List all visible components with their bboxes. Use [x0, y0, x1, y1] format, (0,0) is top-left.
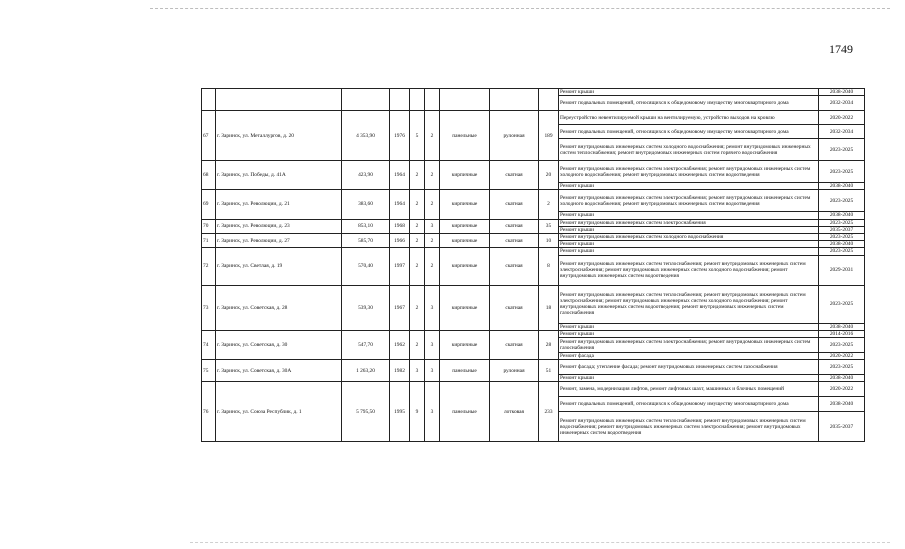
work-period-cell: 2023-2025	[819, 190, 865, 212]
floors-cell: 2	[410, 248, 425, 285]
work-period-cell: 2023-2025	[819, 161, 865, 183]
year-built-cell: 1962	[390, 330, 410, 359]
table-row	[202, 190, 865, 212]
address-cell: г. Заринск, ул. Революции, д. 27	[216, 234, 342, 248]
work-period-cell: 2029-2031	[819, 255, 865, 285]
work-period-cell: 2023-2025	[819, 248, 865, 255]
residents-cell: 51	[539, 360, 559, 382]
page-number: 1749	[829, 42, 853, 56]
area-cell	[342, 89, 390, 111]
work-period-cell: 2023-2025	[819, 338, 865, 353]
residents-cell: 28	[539, 330, 559, 359]
work-description-cell: Ремонт внутридомовых инженерных систем холодного водоснабжения	[559, 234, 819, 241]
wall-material-cell: панельные	[440, 111, 490, 161]
entrances-cell: 2	[425, 190, 440, 219]
work-period-cell: 2023-2025	[819, 285, 865, 323]
wall-material-cell: кирпичные	[440, 161, 490, 190]
area-cell: 547,70	[342, 330, 390, 359]
roof-type-cell: скатная	[490, 248, 539, 285]
residents-cell: 10	[539, 234, 559, 248]
table-row	[202, 330, 865, 337]
work-description-cell: Ремонт подвальных помещений, относящихся к общедомовому имуществу многоквартирного дома	[559, 397, 819, 412]
floors-cell: 2	[410, 190, 425, 219]
year-built-cell: 1982	[390, 360, 410, 382]
area-cell: 570,40	[342, 248, 390, 285]
entrances-cell: 2	[425, 161, 440, 190]
table-row	[202, 111, 865, 125]
area-cell: 383,60	[342, 190, 390, 219]
work-period-cell: 2032-2034	[819, 125, 865, 139]
entrances-cell: 3	[425, 330, 440, 359]
roof-type-cell	[490, 89, 539, 111]
year-built-cell: 1995	[390, 382, 410, 442]
work-description-cell: Ремонт внутридомовых инженерных систем теплоснабжения; ремонт внутридомовых инженерных систем электроснабжения; ремонт внутридомовых инженерных систем холодного водоснабжения; ремонт внутридомовых инженерных систем водоотведения; ремонт внутридомовых инженерных систем газоснабжения	[559, 285, 819, 323]
year-built-cell: 1968	[390, 219, 410, 233]
work-description-cell: Ремонт крыши	[559, 226, 819, 233]
year-built-cell: 1964	[390, 161, 410, 190]
residents-cell: 2	[539, 190, 559, 219]
floors-cell: 2	[410, 161, 425, 190]
work-description-cell: Ремонт фасада	[559, 353, 819, 360]
table-row	[202, 219, 865, 226]
wall-material-cell: кирпичные	[440, 190, 490, 219]
year-built-cell: 1967	[390, 285, 410, 330]
wall-material-cell: панельные	[440, 382, 490, 442]
roof-type-cell: скатная	[490, 285, 539, 330]
roof-type-cell: скатная	[490, 190, 539, 219]
wall-material-cell: кирпичные	[440, 330, 490, 359]
house-number-cell: 74	[202, 330, 216, 359]
work-period-cell: 2035-2037	[819, 226, 865, 233]
work-description-cell: Ремонт подвальных помещений, относящихся к общедомовому имуществу многоквартирного дома	[559, 125, 819, 139]
wall-material-cell	[440, 89, 490, 111]
residents-cell	[539, 89, 559, 111]
work-description-cell: Ремонт крыши	[559, 241, 819, 248]
roof-type-cell: скатная	[490, 234, 539, 248]
work-description-cell: Ремонт крыши	[559, 183, 819, 190]
roof-type-cell: рулонная	[490, 360, 539, 382]
table-row	[202, 382, 865, 397]
wall-material-cell: кирпичные	[440, 285, 490, 330]
year-built-cell: 1966	[390, 234, 410, 248]
work-period-cell: 2038-2040	[819, 89, 865, 96]
work-period-cell: 2020-2022	[819, 353, 865, 360]
work-period-cell: 2032-2034	[819, 96, 865, 111]
wall-material-cell: панельные	[440, 360, 490, 382]
table-row	[202, 248, 865, 255]
wall-material-cell: кирпичные	[440, 248, 490, 285]
address-cell: г. Заринск, ул. Союза Республик, д. 1	[216, 382, 342, 442]
house-number-cell: 68	[202, 161, 216, 190]
roof-type-cell: лотковая	[490, 382, 539, 442]
work-period-cell: 2038-2040	[819, 375, 865, 382]
table-row	[202, 234, 865, 241]
house-number-cell: 70	[202, 219, 216, 233]
area-cell: 853,10	[342, 219, 390, 233]
house-number-cell: 67	[202, 111, 216, 161]
table-row	[202, 360, 865, 375]
floors-cell: 2	[410, 330, 425, 359]
roof-type-cell: рулонная	[490, 111, 539, 161]
area-cell: 1 263,20	[342, 360, 390, 382]
entrances-cell: 3	[425, 382, 440, 442]
floors-cell	[410, 89, 425, 111]
work-description-cell: Ремонт внутридомовых инженерных систем теплоснабжения; ремонт внутридомовых инженерных систем водоснабжения; ремонт внутридомовых инженерных систем электроснабжения; ремонт внутридомовых инженерных систем водоотведения	[559, 412, 819, 442]
address-cell: г. Заринск, ул. Металлургов, д. 20	[216, 111, 342, 161]
work-description-cell: Ремонт крыши	[559, 212, 819, 219]
work-description-cell: Ремонт внутридомовых инженерных систем электроснабжения	[559, 219, 819, 226]
entrances-cell: 2	[425, 248, 440, 285]
entrances-cell: 3	[425, 285, 440, 330]
house-number-cell: 75	[202, 360, 216, 382]
address-cell	[216, 89, 342, 111]
work-description-cell: Ремонт внутридомовых инженерных систем теплоснабжения; ремонт внутридомовых инженерных систем электроснабжения; ремонт внутридомовых инженерных систем холодного водоснабжения; ремонт внутридомовых инженерных систем водоотведения	[559, 255, 819, 285]
wall-material-cell: кирпичные	[440, 234, 490, 248]
entrances-cell	[425, 89, 440, 111]
house-number-cell: 76	[202, 382, 216, 442]
address-cell: г. Заринск, ул. Революции, д. 23	[216, 219, 342, 233]
area-cell: 539,30	[342, 285, 390, 330]
residents-cell: 20	[539, 161, 559, 190]
work-period-cell: 2023-2025	[819, 219, 865, 226]
roof-type-cell: скатная	[490, 330, 539, 359]
work-description-cell: Ремонт внутридомовых инженерных систем электроснабжения; ремонт внутридомовых инженерных систем газоснабжения	[559, 338, 819, 353]
residents-cell: 189	[539, 111, 559, 161]
scan-top-edge	[150, 8, 890, 9]
house-number-cell: 69	[202, 190, 216, 219]
scan-bottom-edge	[190, 542, 890, 543]
entrances-cell: 3	[425, 360, 440, 382]
repair-schedule-table	[201, 88, 865, 442]
floors-cell: 2	[410, 234, 425, 248]
work-description-cell: Ремонт крыши	[559, 330, 819, 337]
work-description-cell: Ремонт крыши	[559, 248, 819, 255]
floors-cell: 2	[410, 219, 425, 233]
work-period-cell: 2023-2025	[819, 360, 865, 375]
work-period-cell: 2023-2025	[819, 234, 865, 241]
entrances-cell: 3	[425, 219, 440, 233]
work-description-cell: Ремонт, замена, модернизация лифтов, ремонт лифтовых шахт, машинных и блочных помещений	[559, 382, 819, 397]
entrances-cell: 2	[425, 111, 440, 161]
floors-cell: 2	[410, 285, 425, 330]
house-number-cell: 71	[202, 234, 216, 248]
entrances-cell: 2	[425, 234, 440, 248]
address-cell: г. Заринск, ул. Советская, д. 30	[216, 330, 342, 359]
work-description-cell: Ремонт внутридомовых инженерных систем электроснабжения; ремонт внутридомовых инженерных систем холодного водоснабжения; ремонт внутридомовых инженерных систем водоотведения	[559, 161, 819, 183]
work-description-cell: Ремонт крыши	[559, 375, 819, 382]
work-description-cell: Ремонт крыши	[559, 323, 819, 330]
roof-type-cell: скатная	[490, 219, 539, 233]
floors-cell: 5	[410, 111, 425, 161]
table-row	[202, 89, 865, 96]
work-period-cell: 2020-2022	[819, 382, 865, 397]
address-cell: г. Заринск, ул. Победы, д. 41А	[216, 161, 342, 190]
work-period-cell: 2038-2040	[819, 241, 865, 248]
work-period-cell: 2035-2037	[819, 412, 865, 442]
work-description-cell: Ремонт фасада; утепление фасада; ремонт внутридомовых инженерных систем газоснабжения	[559, 360, 819, 375]
address-cell: г. Заринск, ул. Советская, д. 28	[216, 285, 342, 330]
residents-cell: 233	[539, 382, 559, 442]
house-number-cell: 73	[202, 285, 216, 330]
work-period-cell: 2014-2016	[819, 330, 865, 337]
roof-type-cell: скатная	[490, 161, 539, 190]
area-cell: 5 795,50	[342, 382, 390, 442]
residents-cell: 18	[539, 285, 559, 330]
address-cell: г. Заринск, ул. Светлая, д. 19	[216, 248, 342, 285]
wall-material-cell: кирпичные	[440, 219, 490, 233]
area-cell: 423,90	[342, 161, 390, 190]
house-number-cell: 72	[202, 248, 216, 285]
work-description-cell: Переустройство невентилируемой крыши на вентилируемую, устройство выходов на кровлю	[559, 111, 819, 125]
year-built-cell: 1976	[390, 111, 410, 161]
work-period-cell: 2038-2040	[819, 323, 865, 330]
table-row	[202, 285, 865, 323]
floors-cell: 9	[410, 382, 425, 442]
table-body	[202, 89, 865, 442]
residents-cell: 8	[539, 248, 559, 285]
work-description-cell: Ремонт внутридомовых инженерных систем холодного водоснабжения; ремонт внутридомовых инженерных систем теплоснабжения; ремонт внутридомовых инженерных систем горячего водоснабжения	[559, 139, 819, 161]
residents-cell: 35	[539, 219, 559, 233]
year-built-cell: 1997	[390, 248, 410, 285]
work-period-cell: 2023-2025	[819, 139, 865, 161]
year-built-cell: 1964	[390, 190, 410, 219]
work-period-cell: 2038-2040	[819, 183, 865, 190]
address-cell: г. Заринск, ул. Советская, д. 30А	[216, 360, 342, 382]
floors-cell: 3	[410, 360, 425, 382]
address-cell: г. Заринск, ул. Революции, д. 21	[216, 190, 342, 219]
year-built-cell	[390, 89, 410, 111]
house-number-cell	[202, 89, 216, 111]
table-row	[202, 161, 865, 183]
area-cell: 585,70	[342, 234, 390, 248]
work-description-cell: Ремонт внутридомовых инженерных систем электроснабжения; ремонт внутридомовых инженерных систем холодного водоснабжения; ремонт внутридомовых инженерных систем водоотведения	[559, 190, 819, 212]
work-period-cell: 2038-2040	[819, 212, 865, 219]
area-cell: 4 353,90	[342, 111, 390, 161]
work-description-cell: Ремонт крыши	[559, 89, 819, 96]
work-description-cell: Ремонт подвальных помещений, относящихся к общедомовому имуществу многоквартирного дома	[559, 96, 819, 111]
work-period-cell: 2020-2022	[819, 111, 865, 125]
work-period-cell: 2038-2040	[819, 397, 865, 412]
